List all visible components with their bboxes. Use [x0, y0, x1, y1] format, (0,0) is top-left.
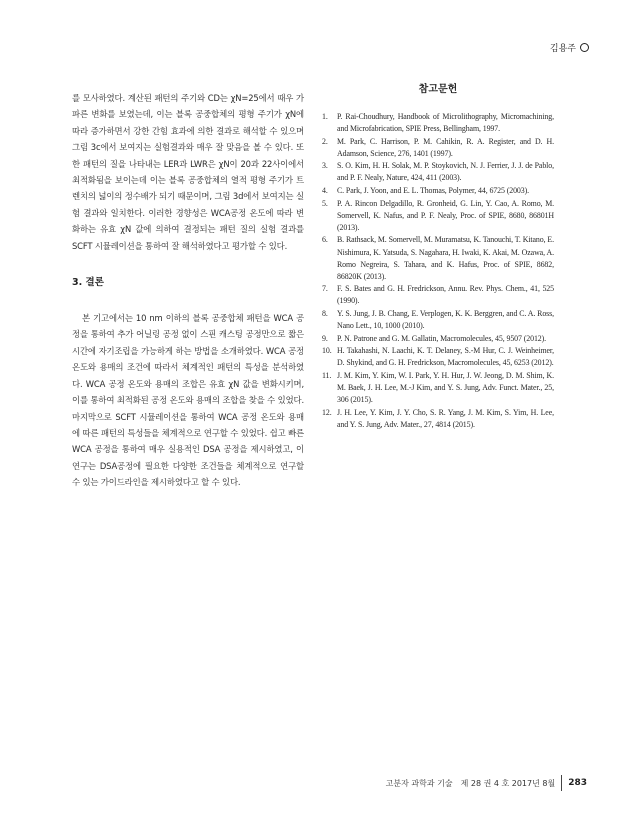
reference-item: [322, 185, 554, 197]
reference-item: [322, 333, 554, 345]
reference-item: [322, 370, 554, 406]
reference-text: J. H. Lee, Y. Kim, J. Y. Cho, S. R. Yang, J. M. Kim, S. Yim, H. Lee, and Y. S. Jung, Adv. Mater., 27, 4814 (2015).: [337, 407, 554, 429]
reference-text: C. Park, J. Yoon, and E. L. Thomas, Polymer, 44, 6725 (2003).: [337, 186, 530, 196]
left-column: [72, 90, 304, 491]
reference-number: 11.: [322, 370, 332, 380]
reference-number: 6.: [322, 235, 328, 245]
page-footer: [386, 775, 587, 791]
reference-text: F. S. Bates and G. H. Fredrickson, Annu. Rev. Phys. Chem., 41, 525 (1990).: [337, 284, 554, 306]
reference-number: 4.: [322, 186, 328, 196]
reference-text: B. Rathsack, M. Somervell, M. Muramatsu, K. Tanouchi, T. Kitano, E. Nishimura, K. Yatsuda, S. Nagahara, H. Iwaki, K. Akai, M. Ozawa, A. Romo Negreira, S. Tahara, and K. Hafus, Proc. of SPIE, 8682, 86820K (2013).: [337, 235, 554, 281]
author-name: 김용주: [549, 44, 576, 54]
reference-number: 9.: [322, 333, 328, 343]
reference-number: 2.: [322, 136, 328, 146]
running-header-author: [550, 41, 589, 54]
reference-number: 1.: [322, 112, 328, 121]
reference-item: [322, 234, 554, 282]
reference-number: 12.: [322, 407, 332, 417]
reference-number: 7.: [322, 284, 328, 294]
issue-info: 제 28 권 4 호 2017년 8월: [460, 778, 556, 788]
references-column: [322, 80, 554, 431]
reference-text: J. M. Kim, Y. Kim, W. I. Park, Y. H. Hur, J. W. Jeong, D. M. Shim, K. M. Baek, J. H. Lee, M.-J Kim, and Y. S. Jung, Adv. Funct. Mater., 25, 306 (2015).: [337, 370, 554, 405]
reference-text: P. N. Patrone and G. M. Gallatin, Macromolecules, 45, 9507 (2012).: [337, 333, 547, 343]
body-paragraph: 를 모사하였다. 계산된 패턴의 주기와 CD는 χN=25에서 때우 가파른 변화를 보였는데, 이는 블록 공중합체의 평형 주기가 χN에 따라 증가하면서 강한 간힘 효과에 의한 결과로 해석할 수 있으며 그림 3c에서 보여지는 실험결과와 매우 잘 맞음을 볼 수 있다. 또한 패턴의 질을 나타내는 LER과 LWR은 χN이 20과 22사이에서 최적화됨을 보이는데 이는 블록 공중합체의 열적 평형 주기가 트렌치의 넓이의 정수배가 되기 때문이며, 그림 3d에서 보여지는 실험 결과와 일치한다. 이러한 경향성은 WCA공정 온도에 따라 변화하는 유효 χN 값에 의하여 결정되는 패턴 질의 실험 결과를 SCFT 시뮬레이션을 통하여 잘 해석하였다고 평가할 수 있다.: [72, 93, 304, 251]
reference-item: [322, 345, 554, 369]
reference-item: [322, 407, 554, 431]
reference-text: Y. S. Jung, J. B. Chang, E. Verplogen, K. K. Berggren, and C. A. Ross, Nano Lett., 10, 1000 (2010).: [337, 309, 554, 331]
circle-bullet-icon: [580, 43, 589, 52]
reference-text: S. O. Kim, H. H. Solak, M. P. Stoykovich, N. J. Ferrier, J. J. de Pablo, and P. F. Nealy, Nature, 424, 411 (2003).: [337, 161, 554, 183]
reference-item: [322, 136, 554, 160]
reference-item: [322, 160, 554, 184]
body-paragraph: 본 기고에서는 10 nm 이하의 블록 공중합체 패턴을 WCA 공정을 통하여 추가 어닐링 공정 없이 스핀 캐스팅 공정만으로 짧은 시간에 자기조립을 가능하게 하는 방법을 소개하였다. WCA 공정 온도와 용매의 조건에 따라서 체계적인 패턴의 특성을 분석하였다. WCA 공정 온도와 용매의 조합은 유효 χN 값을 변화시키며, 이를 통하여 최적화된 공정 온도와 용매의 조합을 찾을 수 있었다. 마지막으로 SCFT 시뮬레이션을 통하여 WCA 공정 온도와 용매에 따른 패턴의 특성들을 체계적으로 연구할 수 있었다. 쉽고 빠른 WCA 공정을 통하여 매우 실용적인 DSA 공정을 제시하였고, 이 연구는 DSA공정에 필요한 다양한 조건들을 체계적으로 연구할 수 있는 가이드라인을 제시하였다고 할 수 있다.: [72, 313, 304, 488]
reference-item: [322, 111, 554, 135]
reference-text: H. Takahashi, N. Laachi, K. T. Delaney, S.-M Hur, C. J. Weinheimer, D. Shykind, and G. H. Fredrickson, Macromolecules, 45, 6253 (2012).: [337, 346, 554, 368]
journal-name: 고분자 과학과 기술: [385, 778, 453, 788]
reference-item: [322, 198, 554, 234]
reference-text: P. A. Rincon Delgadillo, R. Gronheid, G. Lin, Y. Cao, A. Romo, M. Somervell, K. Nafus, and P. F. Nealy, Proc. of SPIE, 8680, 86801H (2013).: [337, 198, 554, 232]
reference-number: 3.: [322, 161, 328, 171]
reference-item: [322, 308, 554, 332]
reference-number: 10.: [322, 346, 332, 356]
reference-text: P. Rai-Choudhury, Handbook of Microlithography, Micromachining, and Microfabrication, SPIE Press, Bellingham, 1997.: [337, 112, 554, 134]
reference-number: 8.: [322, 309, 328, 318]
reference-number: 5.: [322, 198, 328, 208]
page-number: 283: [568, 778, 587, 788]
section-heading-conclusion: 3. 결론: [72, 277, 104, 289]
reference-text: M. Park, C. Harrison, P. M. Cahikin, R. A. Register, and D. H. Adamson, Science, 276, 1401 (1997).: [337, 136, 554, 158]
references-heading: 참고문헌: [418, 84, 458, 95]
references-list: [322, 111, 554, 431]
footer-divider: [561, 775, 562, 791]
reference-item: [322, 283, 554, 307]
